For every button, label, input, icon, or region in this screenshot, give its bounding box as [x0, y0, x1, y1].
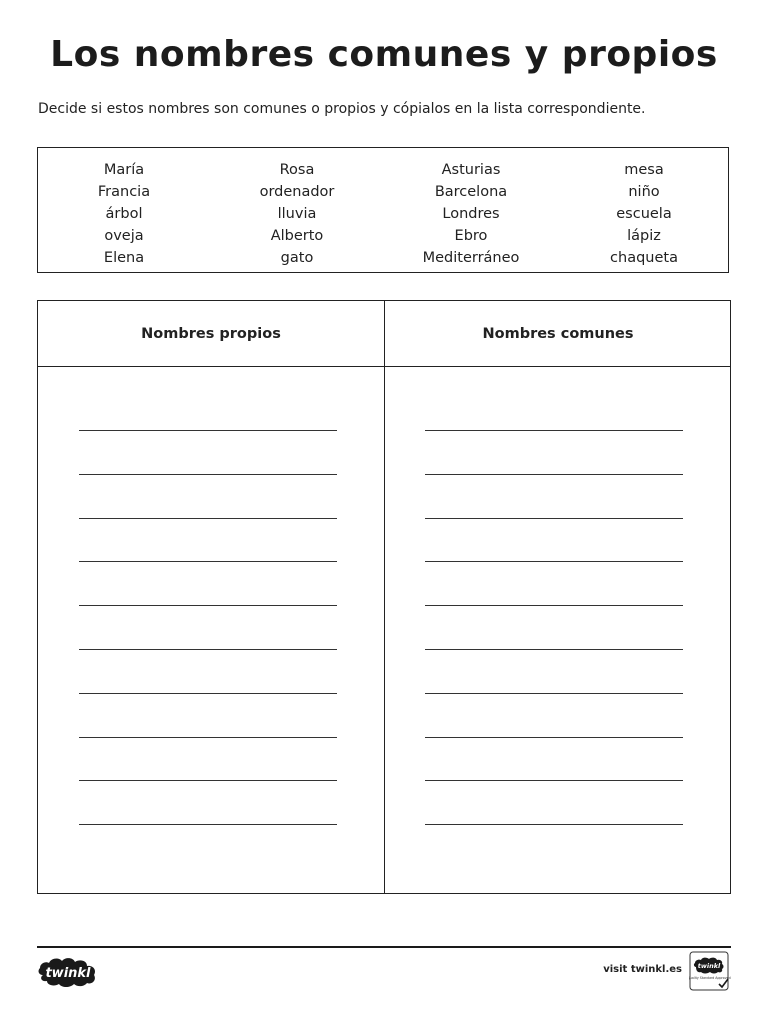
word-item: Ebro — [454, 228, 488, 244]
word-column-3 — [385, 159, 557, 269]
word-item: ordenador — [259, 184, 335, 200]
proper-noun-line[interactable] — [79, 474, 337, 475]
common-noun-line[interactable] — [425, 518, 683, 519]
word-column-1 — [38, 159, 210, 269]
proper-noun-line[interactable] — [79, 518, 337, 519]
word-item: Elena — [103, 250, 145, 266]
word-bank — [37, 147, 729, 273]
common-noun-line[interactable] — [425, 649, 683, 650]
instruction-text: Decide si estos nombres son comunes o propios y cópialos en la lista correspondiente. — [38, 101, 646, 117]
common-noun-line[interactable] — [425, 474, 683, 475]
visit-link[interactable]: visit twinkl.es — [603, 964, 682, 975]
word-item: Barcelona — [434, 184, 508, 200]
footer-rule — [37, 946, 731, 948]
proper-noun-line[interactable] — [79, 430, 337, 431]
common-nouns-header: Nombres comunes — [482, 326, 634, 342]
proper-noun-line[interactable] — [79, 824, 337, 825]
common-noun-line[interactable] — [425, 780, 683, 781]
twinkl-logo — [37, 955, 99, 993]
common-noun-line[interactable] — [425, 430, 683, 431]
common-noun-line[interactable] — [425, 737, 683, 738]
word-item: gato — [280, 250, 314, 266]
proper-nouns-header: Nombres propios — [141, 326, 281, 342]
proper-noun-line[interactable] — [79, 649, 337, 650]
word-column-4 — [558, 159, 730, 269]
word-item: escuela — [616, 206, 672, 222]
word-item: Francia — [97, 184, 151, 200]
word-item: María — [103, 162, 145, 178]
badge-caption: Quality Standard Approved — [689, 976, 731, 980]
word-item: oveja — [104, 228, 144, 244]
sorting-table — [37, 300, 731, 894]
quality-badge — [689, 951, 731, 997]
word-item: lluvia — [277, 206, 317, 222]
word-item: chaqueta — [610, 250, 678, 266]
proper-noun-line[interactable] — [79, 737, 337, 738]
proper-noun-line[interactable] — [79, 561, 337, 562]
logo-text: twinkl — [45, 966, 91, 981]
column-divider — [384, 301, 385, 893]
word-item: lápiz — [627, 228, 661, 244]
word-item: árbol — [105, 206, 143, 222]
word-item: niño — [628, 184, 660, 200]
header-divider — [38, 366, 730, 367]
proper-noun-line[interactable] — [79, 780, 337, 781]
page-title: Los nombres comunes y propios — [50, 34, 718, 75]
word-item: Rosa — [279, 162, 315, 178]
word-item: mesa — [624, 162, 664, 178]
word-column-2 — [211, 159, 383, 269]
badge-text: twinkl — [697, 962, 721, 970]
word-item: Alberto — [270, 228, 324, 244]
proper-noun-line[interactable] — [79, 693, 337, 694]
common-noun-line[interactable] — [425, 693, 683, 694]
proper-noun-line[interactable] — [79, 605, 337, 606]
word-item: Londres — [442, 206, 500, 222]
word-item: Mediterráneo — [422, 250, 520, 266]
common-noun-line[interactable] — [425, 605, 683, 606]
common-noun-line[interactable] — [425, 561, 683, 562]
word-item: Asturias — [441, 162, 501, 178]
common-noun-line[interactable] — [425, 824, 683, 825]
